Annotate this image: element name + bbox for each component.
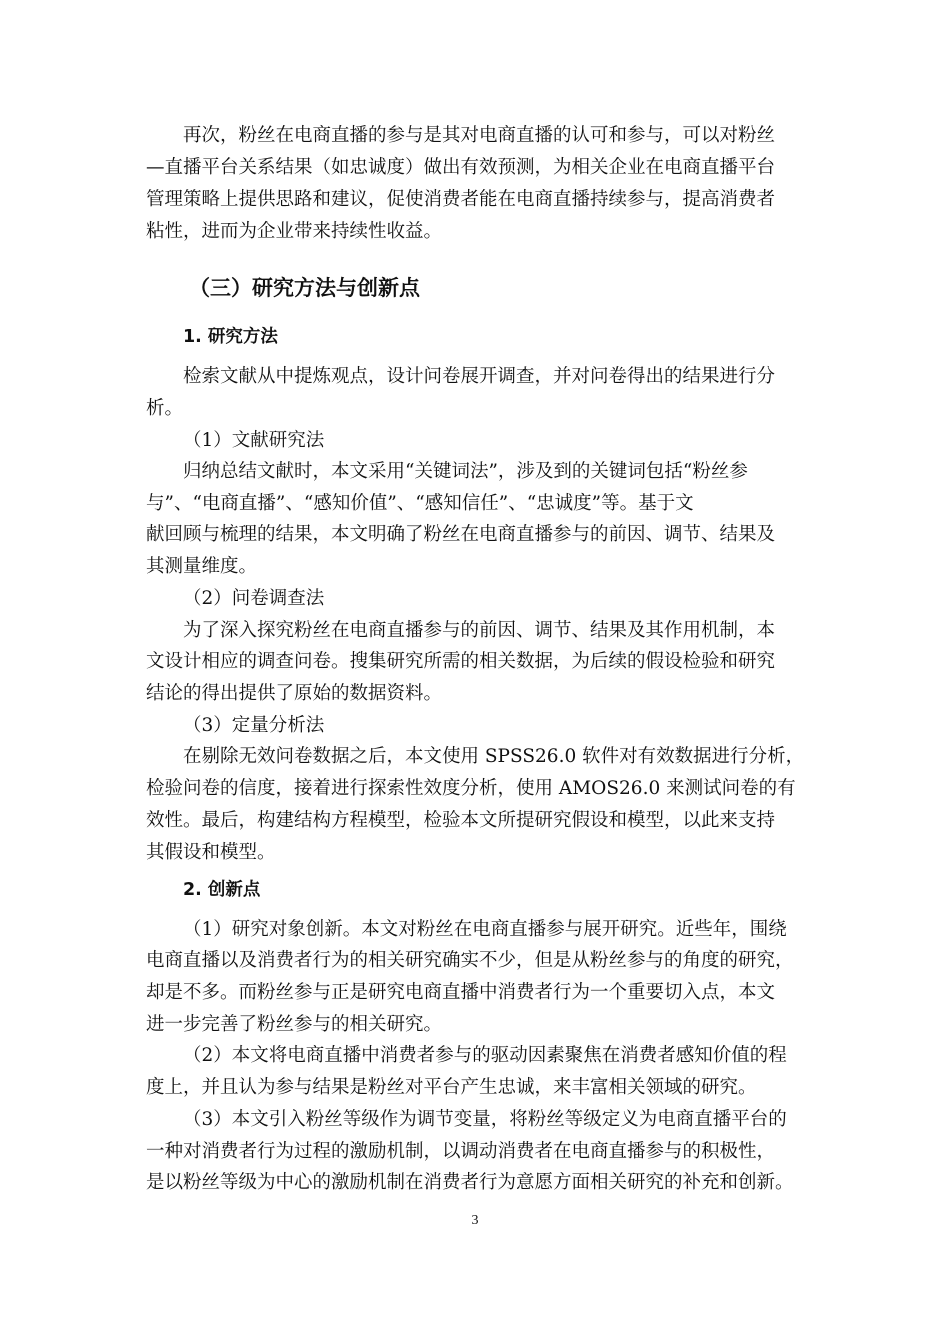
paragraph-line: 一种对消费者行为过程的激励机制，以调动消费者在电商直播参与的积极性，: [146, 1141, 776, 1162]
paragraph-line: 在剔除无效问卷数据之后，本文使用 SPSS26.0 软件对有效数据进行分析，: [183, 746, 805, 767]
paragraph-line: 献回顾与梳理的结果，本文明确了粉丝在电商直播参与的前因、调节、结果及: [146, 524, 776, 545]
paragraph-line: 却是不多。而粉丝参与正是研究电商直播中消费者行为一个重要切入点，本文: [146, 982, 776, 1003]
paragraph-line: 其假设和模型。: [146, 842, 276, 863]
paragraph-line: 进一步完善了粉丝参与的相关研究。: [146, 1014, 443, 1035]
paragraph-line: 效性。最后，构建结构方程模型，检验本文所提研究假设和模型，以此来支持: [146, 810, 776, 831]
method-title: （3）定量分析法: [183, 715, 325, 736]
subsection-heading-methods: 1. 研究方法: [183, 327, 278, 347]
paragraph-line: 粘性，进而为企业带来持续性收益。: [146, 221, 443, 242]
paragraph-line: 其测量维度。: [146, 556, 258, 577]
method-title: （1）文献研究法: [183, 430, 325, 451]
paragraph-line: 为了深入探究粉丝在电商直播参与的前因、调节、结果及其作用机制，本: [183, 620, 776, 641]
paragraph-line: 文设计相应的调查问卷。搜集研究所需的相关数据，为后续的假设检验和研究: [146, 651, 776, 672]
paragraph-line: 电商直播以及消费者行为的相关研究确实不少，但是从粉丝参与的角度的研究，: [146, 950, 794, 971]
paragraph-line: —直播平台关系结果（如忠诚度）做出有效预测，为相关企业在电商直播平台: [146, 157, 776, 178]
paragraph-line: 结论的得出提供了原始的数据资料。: [146, 683, 443, 704]
paragraph-line: 是以粉丝等级为中心的激励机制在消费者行为意愿方面相关研究的补充和创新。: [146, 1172, 794, 1193]
paragraph-line: 管理策略上提供思路和建议，促使消费者能在电商直播持续参与，提高消费者: [146, 189, 776, 210]
paragraph-line: （2）本文将电商直播中消费者参与的驱动因素聚焦在消费者感知价值的程: [183, 1045, 787, 1066]
paragraph-line: 析。: [146, 398, 184, 419]
paragraph-line: 检验问卷的信度，接着进行探索性效度分析，使用 AMOS26.0 来测试问卷的有: [146, 778, 796, 799]
paragraph-line: 归纳总结文献时，本文采用“关键词法”，涉及到的关键词包括“粉丝参: [183, 461, 748, 482]
paragraph-line: 与”、“电商直播”、“感知价值”、“感知信任”、“忠诚度”等。基于文: [146, 493, 694, 514]
method-title: （2）问卷调查法: [183, 588, 325, 609]
paragraph-line: 再次，粉丝在电商直播的参与是其对电商直播的认可和参与，可以对粉丝: [183, 125, 776, 146]
paragraph-line: 度上，并且认为参与结果是粉丝对平台产生忠诚，来丰富相关领域的研究。: [146, 1077, 757, 1098]
subsection-heading-innovation: 2. 创新点: [183, 880, 261, 900]
section-title: （三）研究方法与创新点: [189, 276, 420, 300]
paragraph-line: 检索文献从中提炼观点，设计问卷展开调查，并对问卷得出的结果进行分: [183, 366, 776, 387]
paragraph-line: （3）本文引入粉丝等级作为调节变量，将粉丝等级定义为电商直播平台的: [183, 1109, 787, 1130]
page-number: 3: [471, 1213, 479, 1228]
paragraph-line: （1）研究对象创新。本文对粉丝在电商直播参与展开研究。近些年，围绕: [183, 919, 787, 940]
